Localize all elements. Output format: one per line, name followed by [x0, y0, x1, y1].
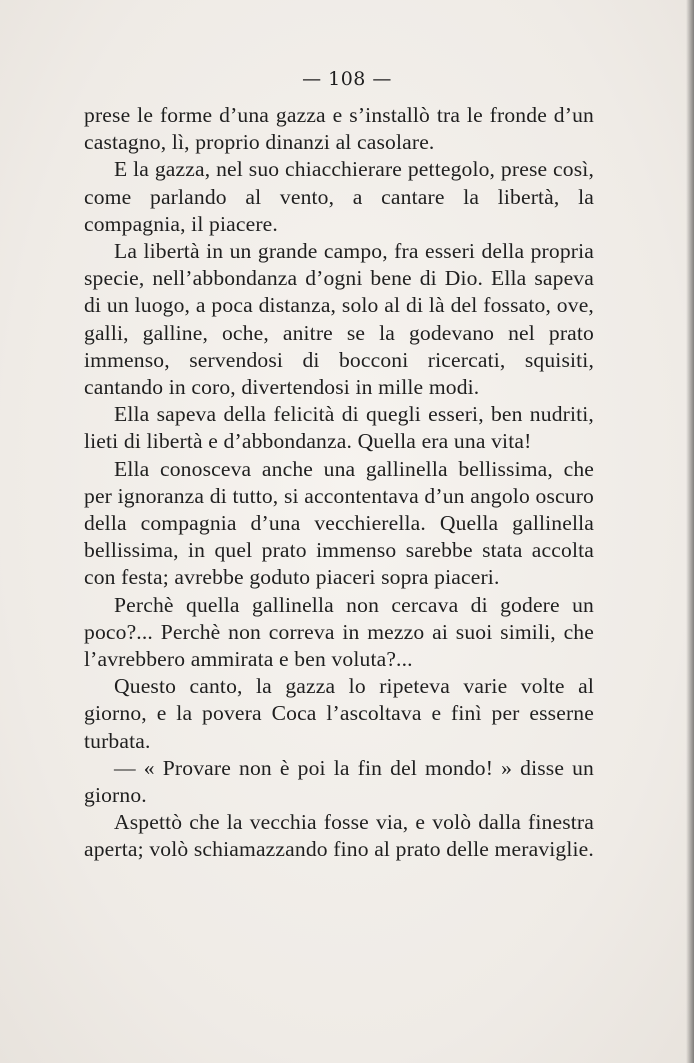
- page-number: — 108 —: [302, 68, 392, 90]
- page-edge-shadow: [686, 0, 694, 1063]
- paragraph: Aspettò che la vecchia fosse via, e volò dalla finestra aperta; volò schiamazzando fino al prato delle meraviglie.: [84, 810, 594, 862]
- paragraph: Ella conosceva anche una gallinella bellissima, che per ignoranza di tutto, si accontentava d’un angolo oscuro della compagnia d’una vecchierella. Quella gallinella bellissima, in quel prato immenso sarebbe stata accolta con festa; avrebbe goduto piaceri sopra piaceri.: [84, 456, 594, 590]
- paragraph: — « Provare non è poi la fin del mondo! » disse un giorno.: [84, 755, 594, 808]
- paragraph: prese le forme d’una gazza e s’installò tra le fronde d’un castagno, lì, proprio dinanzi al casolare.: [84, 103, 594, 155]
- paragraph: La libertà in un grande campo, fra esseri della propria specie, nell’abbondanza d’ogni bene di Dio. Ella sapeva di un luogo, a poca distanza, solo al di là del fossato, ove, galli, galline, oche, anitre se la godevano nel prato immenso, servendosi di bocconi ricercati, squisiti, cantando in coro, divertendosi in mille modi.: [84, 239, 594, 400]
- paragraph: E la gazza, nel suo chiacchierare pettegolo, prese così, come parlando al vento, a cantare la libertà, la compagnia, il piacere.: [84, 157, 594, 236]
- paragraph: Questo canto, la gazza lo ripeteva varie volte al giorno, e la povera Coca l’ascoltava e finì per esserne turbata.: [84, 674, 594, 753]
- paragraph: Ella sapeva della felicità di quegli esseri, ben nudriti, lieti di libertà e d’abbondanza. Quella era una vita!: [84, 402, 594, 454]
- paragraph: Perchè quella gallinella non cercava di godere un poco?... Perchè non correva in mezzo ai suoi simili, che l’avrebbero ammirata e ben voluta?...: [84, 592, 594, 672]
- body-text: [84, 102, 594, 864]
